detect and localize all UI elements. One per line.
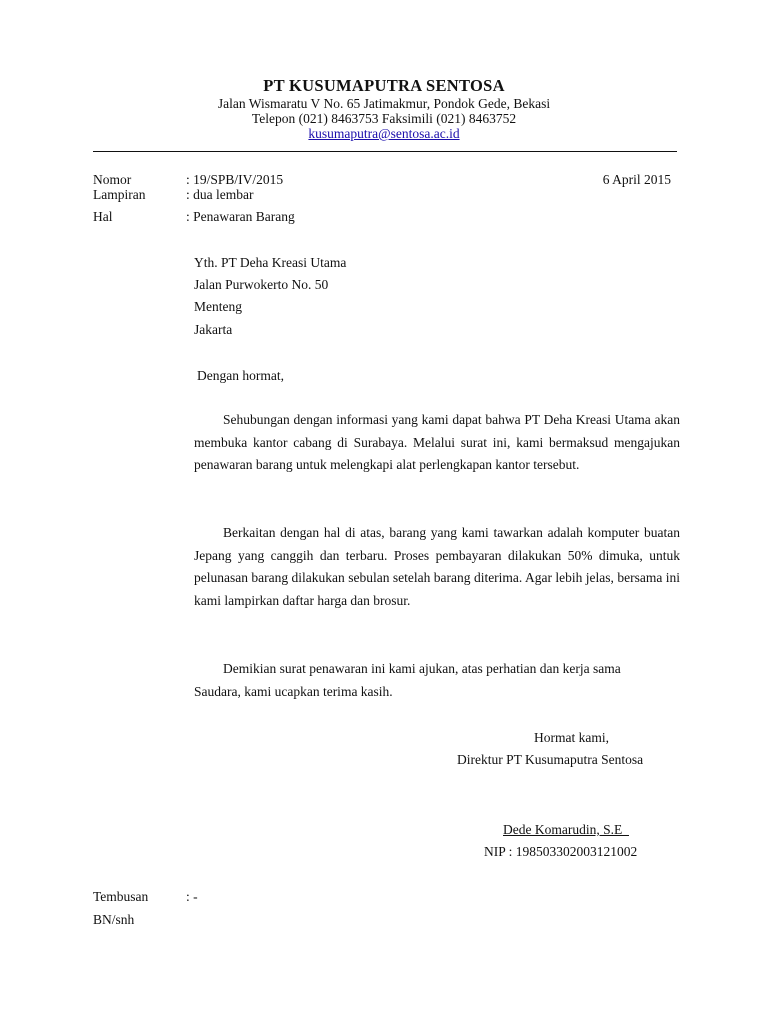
hal-value: : Penawaran Barang — [186, 209, 295, 224]
recipient-line-4: Jakarta — [194, 322, 233, 337]
signer-position: Direktur PT Kusumaputra Sentosa — [457, 752, 644, 767]
lampiran-label: Lampiran — [93, 187, 146, 202]
letterhead-divider — [93, 151, 677, 152]
company-phone: Telepon (021) 8463753 Faksimili (021) 8463752 — [251, 111, 517, 126]
nomor-label: Nomor — [93, 172, 132, 187]
body-paragraph-2 — [194, 522, 680, 612]
recipient-line-1: Yth. PT Deha Kreasi Utama — [194, 255, 347, 270]
initials: BN/snh — [93, 912, 135, 927]
paragraph-2-text: Berkaitan dengan hal di atas, barang yang kami tawarkan adalah komputer buatan Jepang yang canggih dan terbaru. Proses pembayaran dilakukan 50% dimuka, untuk pelunasan barang dilakukan sebulan setelah barang diterima. Agar lebih jelas, bersama ini kami lampirkan daftar harga dan brosur. — [194, 525, 680, 608]
paragraph-1-text: Sehubungan dengan informasi yang kami dapat bahwa PT Deha Kreasi Utama akan membuka kantor cabang di Surabaya. Melalui surat ini, kami bermaksud mengajukan penawaran barang untuk melengkapi alat perlengkapan kantor tersebut. — [194, 412, 680, 473]
lampiran-value: : dua lembar — [186, 187, 254, 202]
company-name: PT KUSUMAPUTRA SENTOSA — [263, 76, 505, 95]
company-address: Jalan Wismaratu V No. 65 Jatimakmur, Pondok Gede, Bekasi — [217, 96, 551, 111]
paragraph-3-text: Demikian surat penawaran ini kami ajukan, atas perhatian dan kerja sama Saudara, kami ucapkan terima kasih. — [194, 661, 621, 699]
hal-label: Hal — [93, 209, 113, 224]
body-paragraph-3 — [194, 658, 664, 703]
letter-date: 6 April 2015 — [602, 172, 671, 187]
signer-name: Dede Komarudin, S.E — [503, 822, 629, 837]
body-paragraph-1 — [194, 409, 680, 477]
company-email-link[interactable]: kusumaputra@sentosa.ac.id — [308, 126, 460, 141]
recipient-line-2: Jalan Purwokerto No. 50 — [194, 277, 329, 292]
recipient-line-3: Menteng — [194, 299, 242, 314]
closing-regards: Hormat kami, — [534, 730, 609, 745]
tembusan-label: Tembusan — [93, 889, 149, 904]
nomor-value: : 19/SPB/IV/2015 — [186, 172, 284, 187]
salutation: Dengan hormat, — [197, 368, 284, 383]
tembusan-value: : - — [186, 889, 198, 904]
signer-nip: NIP : 198503302003121002 — [484, 844, 638, 859]
